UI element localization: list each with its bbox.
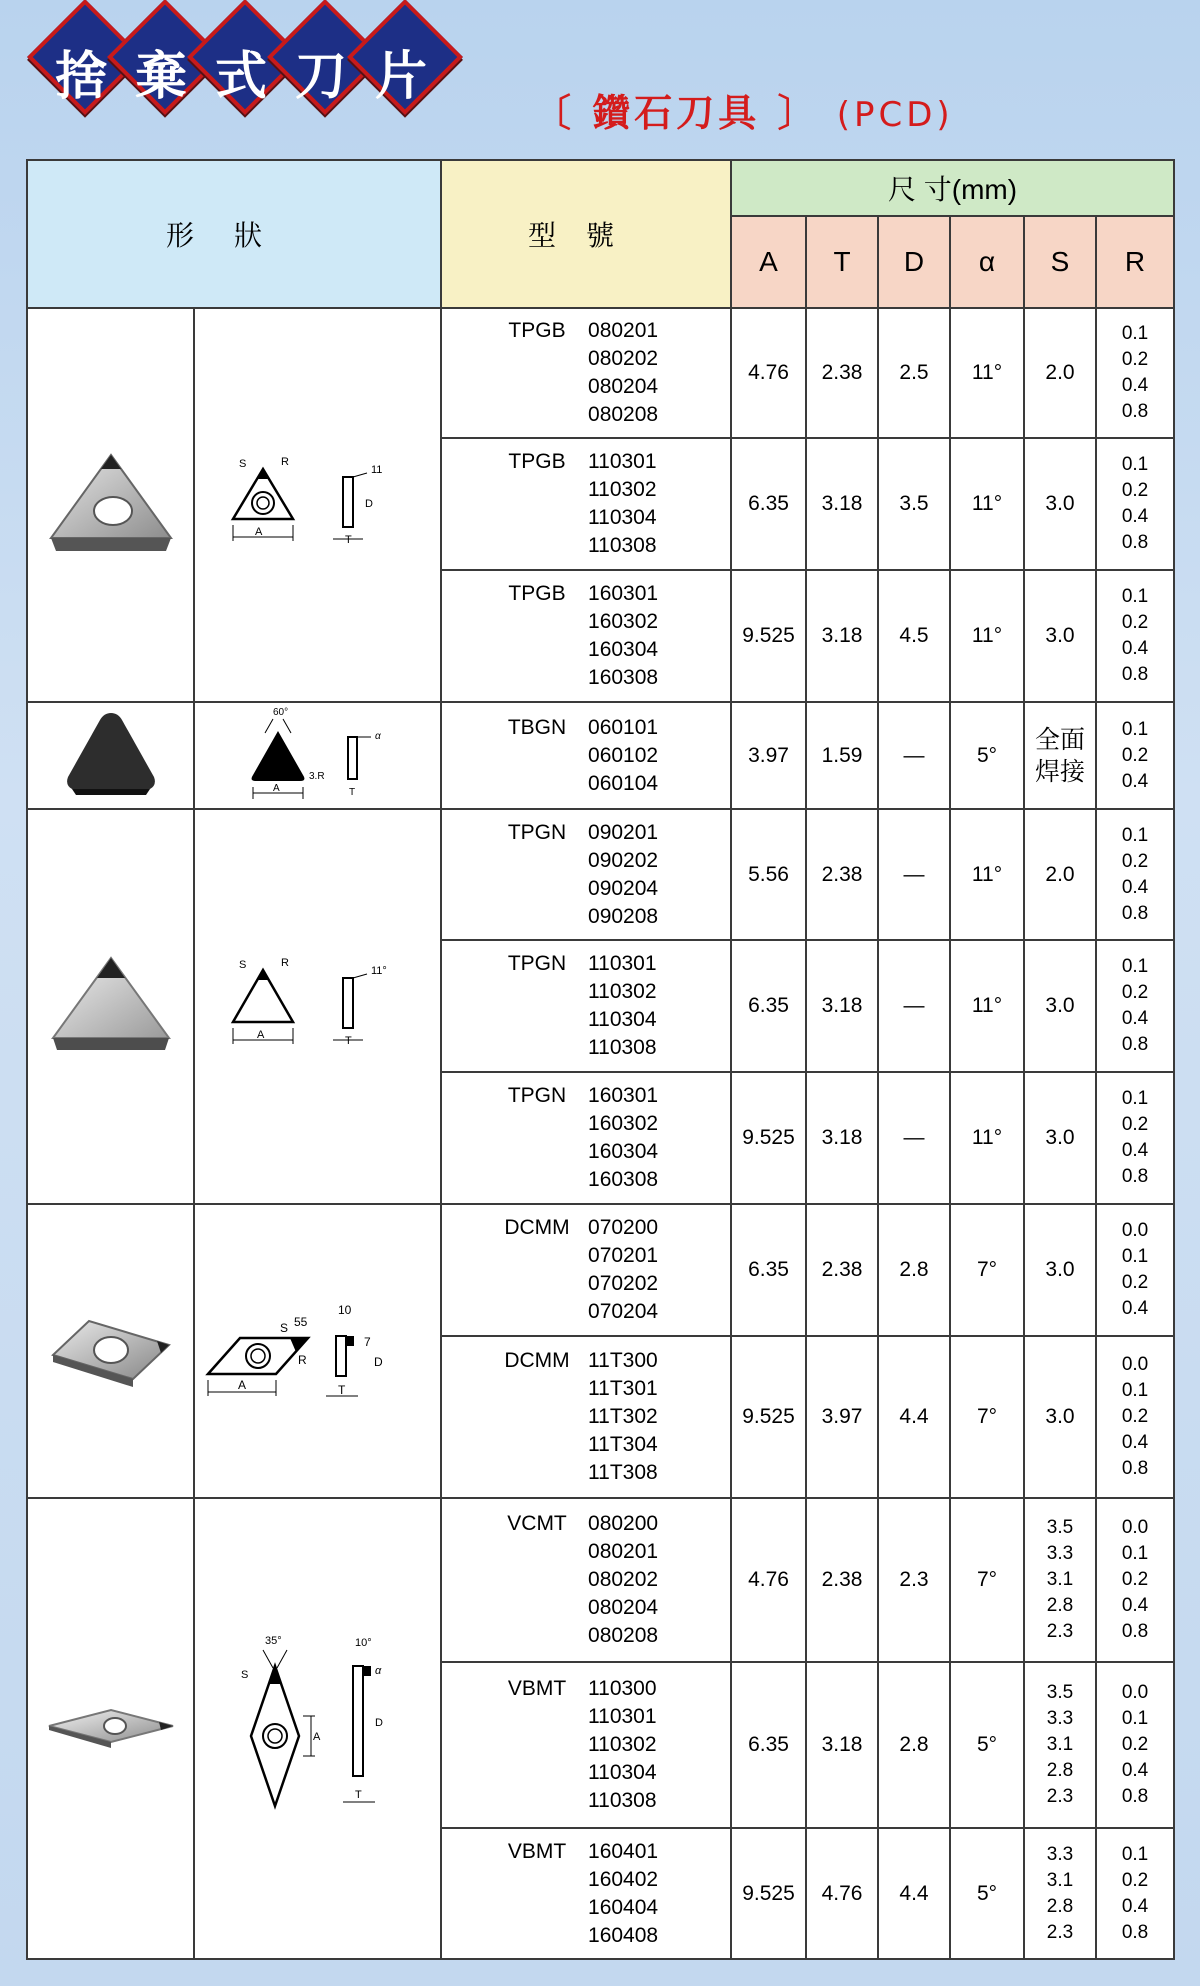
model-code: 110301 bbox=[588, 1705, 657, 1728]
model-prefix: DCMM bbox=[504, 1349, 570, 1372]
value-alpha: 11° bbox=[950, 940, 1024, 1072]
s-value: 3.5 bbox=[1046, 1682, 1074, 1703]
model-code: 070201 bbox=[588, 1244, 659, 1267]
value-a: 6.35 bbox=[731, 1662, 806, 1828]
value-a: 9.525 bbox=[731, 1336, 806, 1498]
model-prefix: VBMT bbox=[507, 1677, 567, 1700]
subtitle-code: (PCD) bbox=[836, 95, 954, 135]
r-value: 0.4 bbox=[1121, 1595, 1149, 1616]
s-value: 3.5 bbox=[1046, 1517, 1074, 1538]
r-value: 0.2 bbox=[1121, 1272, 1149, 1293]
insert-photo-tbgn bbox=[27, 702, 194, 809]
model-code: 070204 bbox=[588, 1300, 659, 1323]
s-value: 2.3 bbox=[1046, 1921, 1074, 1943]
model-cell bbox=[441, 809, 731, 940]
model-prefix: TBGN bbox=[507, 715, 567, 739]
table-row bbox=[27, 308, 1174, 438]
value-t: 3.18 bbox=[806, 1662, 878, 1828]
triangle-insert-image bbox=[41, 944, 181, 1064]
diagram-label: A bbox=[256, 1029, 264, 1041]
model-code: 110301 bbox=[588, 952, 657, 975]
value-s: 3.0 bbox=[1024, 438, 1096, 570]
model-cell bbox=[441, 570, 731, 702]
model-code: 11T308 bbox=[588, 1461, 658, 1484]
diagram-label: S bbox=[238, 959, 246, 971]
col-header-d: D bbox=[878, 216, 950, 308]
col-header-alpha: α bbox=[950, 216, 1024, 308]
r-value: 0.1 bbox=[1121, 1088, 1149, 1109]
insert-photo-tpgb bbox=[27, 308, 194, 702]
r-value: 0.1 bbox=[1121, 454, 1149, 475]
value-r bbox=[1096, 438, 1174, 570]
model-code: 110304 bbox=[588, 506, 657, 529]
value-d: 2.5 bbox=[878, 308, 950, 438]
value-a: 4.76 bbox=[731, 308, 806, 438]
value-alpha: 5° bbox=[950, 702, 1024, 809]
r-value: 0.8 bbox=[1121, 1458, 1149, 1479]
value-alpha: 7° bbox=[950, 1204, 1024, 1336]
value-a: 3.97 bbox=[731, 702, 806, 809]
value-t: 3.18 bbox=[806, 1072, 878, 1204]
model-code: 110300 bbox=[588, 1677, 657, 1700]
model-code: 160402 bbox=[588, 1867, 659, 1891]
table-row bbox=[27, 809, 1174, 940]
model-cell bbox=[441, 438, 731, 570]
value-d: 2.8 bbox=[878, 1204, 950, 1336]
r-value: 0.2 bbox=[1121, 349, 1149, 370]
r-value: 0.8 bbox=[1121, 401, 1149, 422]
diagram-label: R bbox=[280, 455, 289, 468]
r-value: 0.2 bbox=[1121, 1734, 1149, 1755]
value-a: 9.525 bbox=[731, 570, 806, 702]
value-d: 4.4 bbox=[878, 1336, 950, 1498]
s-value: 3.1 bbox=[1046, 1869, 1074, 1891]
title-char: 片 bbox=[374, 46, 427, 107]
value-t: 3.97 bbox=[806, 1336, 878, 1498]
r-value: 0.4 bbox=[1121, 1432, 1149, 1453]
r-value: 0.2 bbox=[1121, 1869, 1149, 1891]
value-s: 3.0 bbox=[1024, 1336, 1096, 1498]
value-s: 2.0 bbox=[1024, 809, 1096, 940]
diamond-insert-image bbox=[41, 1299, 181, 1399]
diagram-label: A bbox=[254, 525, 262, 538]
dimension-diagram bbox=[203, 944, 433, 1064]
r-value: 0.2 bbox=[1121, 1114, 1149, 1135]
diagram-label: 3.R bbox=[308, 771, 325, 782]
value-d: 2.3 bbox=[878, 1498, 950, 1662]
value-a: 6.35 bbox=[731, 940, 806, 1072]
value-s: 3.0 bbox=[1024, 1204, 1096, 1336]
value-alpha: 5° bbox=[950, 1828, 1024, 1959]
model-code: 080202 bbox=[588, 1568, 659, 1591]
diagram-label: 35° bbox=[264, 1635, 282, 1647]
r-value: 0.2 bbox=[1121, 480, 1149, 501]
diagram-label: 10° bbox=[354, 1637, 372, 1649]
r-value: 0.4 bbox=[1121, 876, 1149, 898]
diagram-label: 10 bbox=[337, 1302, 351, 1317]
r-value: 0.8 bbox=[1121, 1166, 1149, 1187]
value-alpha: 7° bbox=[950, 1498, 1024, 1662]
model-code: 080200 bbox=[588, 1512, 659, 1535]
diagram-label: 11° bbox=[370, 965, 387, 977]
diagram-label: 11 bbox=[370, 463, 382, 476]
title-char: 棄 bbox=[134, 46, 187, 107]
model-prefix: TPGN bbox=[507, 952, 567, 975]
value-t: 3.18 bbox=[806, 438, 878, 570]
model-prefix: VCMT bbox=[507, 1512, 567, 1535]
model-prefix: TPGN bbox=[507, 820, 567, 844]
s-value: 2.3 bbox=[1046, 1786, 1074, 1807]
r-value: 0.8 bbox=[1121, 664, 1149, 685]
value-r bbox=[1096, 1336, 1174, 1498]
value-alpha: 7° bbox=[950, 1336, 1024, 1498]
diagram-label: A bbox=[237, 1377, 246, 1392]
value-r bbox=[1096, 1828, 1174, 1959]
model-cell bbox=[441, 940, 731, 1072]
model-code: 160308 bbox=[588, 1168, 659, 1191]
model-code: 090208 bbox=[588, 904, 659, 928]
subtitle bbox=[533, 82, 954, 137]
value-t: 1.59 bbox=[806, 702, 878, 809]
model-prefix: VBMT bbox=[507, 1839, 567, 1863]
diagram-label: S bbox=[240, 1669, 248, 1681]
r-value: 0.4 bbox=[1121, 1140, 1149, 1161]
model-cell bbox=[441, 1498, 731, 1662]
value-s bbox=[1024, 1498, 1096, 1662]
insert-photo-dcmm bbox=[27, 1204, 194, 1498]
r-value: 0.2 bbox=[1121, 982, 1149, 1003]
r-value: 0.2 bbox=[1121, 612, 1149, 633]
r-value: 0.0 bbox=[1121, 1220, 1149, 1241]
diagram-label: T bbox=[337, 1382, 345, 1397]
diagram-label: T bbox=[344, 1035, 352, 1047]
value-s: 3.0 bbox=[1024, 570, 1096, 702]
model-code: 160404 bbox=[588, 1895, 659, 1919]
diagram-label: T bbox=[348, 787, 355, 798]
value-s: 3.0 bbox=[1024, 940, 1096, 1072]
s-value: 2.8 bbox=[1046, 1895, 1074, 1917]
value-d: — bbox=[878, 702, 950, 809]
diagram-label: T bbox=[344, 533, 352, 546]
diagram-label: α bbox=[374, 731, 381, 742]
diagram-label: D bbox=[374, 1717, 383, 1729]
model-code: 160301 bbox=[588, 582, 659, 605]
s-value: 2.8 bbox=[1046, 1595, 1074, 1616]
model-cell bbox=[441, 1336, 731, 1498]
dimensions-header: 尺 寸(mm) bbox=[731, 160, 1174, 216]
model-code: 070200 bbox=[588, 1216, 659, 1239]
value-s bbox=[1024, 1828, 1096, 1959]
model-code: 090202 bbox=[588, 848, 659, 872]
value-t: 2.38 bbox=[806, 1498, 878, 1662]
value-r bbox=[1096, 1662, 1174, 1828]
model-code: 110302 bbox=[588, 980, 657, 1003]
value-alpha: 11° bbox=[950, 809, 1024, 940]
diagram-label: D bbox=[373, 1354, 383, 1369]
model-code: 160408 bbox=[588, 1923, 659, 1947]
r-value: 0.4 bbox=[1121, 1895, 1149, 1917]
r-value: 0.8 bbox=[1121, 902, 1149, 924]
dimension-diagram bbox=[203, 443, 433, 563]
model-cell bbox=[441, 702, 731, 809]
r-value: 0.4 bbox=[1121, 1008, 1149, 1029]
r-value: 0.1 bbox=[1121, 956, 1149, 977]
model-code: 11T300 bbox=[588, 1349, 658, 1372]
value-r bbox=[1096, 570, 1174, 702]
model-code: 160401 bbox=[588, 1839, 659, 1863]
s-value: 3.1 bbox=[1046, 1734, 1074, 1755]
r-value: 0.8 bbox=[1121, 1034, 1149, 1055]
diagram-label: R bbox=[280, 957, 289, 969]
r-value: 0.4 bbox=[1121, 638, 1149, 659]
model-code: 070202 bbox=[588, 1272, 659, 1295]
insert-photo-vbmt bbox=[27, 1498, 194, 1959]
value-a: 6.35 bbox=[731, 438, 806, 570]
model-cell bbox=[441, 1828, 731, 1959]
table-row bbox=[27, 702, 1174, 809]
model-code: 110308 bbox=[588, 1789, 657, 1812]
model-code: 160301 bbox=[588, 1084, 659, 1107]
insert-diagram-tbgn bbox=[194, 702, 441, 809]
model-prefix: TPGN bbox=[507, 1084, 567, 1107]
diagram-label: 55 bbox=[293, 1314, 307, 1329]
value-d: — bbox=[878, 809, 950, 940]
value-alpha: 11° bbox=[950, 570, 1024, 702]
r-value: 0.1 bbox=[1121, 718, 1149, 740]
diagram-label: 7 bbox=[363, 1334, 371, 1349]
value-a: 6.35 bbox=[731, 1204, 806, 1336]
r-value: 0.8 bbox=[1121, 1621, 1149, 1642]
diagram-label: T bbox=[354, 1789, 362, 1801]
r-value: 0.4 bbox=[1121, 1298, 1149, 1319]
model-code: 110304 bbox=[588, 1761, 657, 1784]
model-code: 110301 bbox=[588, 450, 657, 473]
value-t: 3.18 bbox=[806, 940, 878, 1072]
r-value: 0.4 bbox=[1121, 1760, 1149, 1781]
model-code: 080208 bbox=[588, 1624, 659, 1647]
model-code: 160308 bbox=[588, 666, 659, 689]
r-value: 0.8 bbox=[1121, 532, 1149, 553]
value-r bbox=[1096, 809, 1174, 940]
model-code: 160304 bbox=[588, 1140, 659, 1163]
insert-diagram-tpgb bbox=[194, 308, 441, 702]
model-prefix: TPGB bbox=[508, 582, 566, 605]
model-code: 060102 bbox=[588, 743, 659, 767]
shape-header: 形狀 bbox=[27, 160, 441, 308]
insert-diagram-vbmt bbox=[194, 1498, 441, 1959]
r-value: 0.1 bbox=[1121, 1708, 1149, 1729]
value-s bbox=[1024, 1662, 1096, 1828]
model-cell bbox=[441, 1072, 731, 1204]
subtitle-main: 〔 鑽石刀具 〕 bbox=[533, 91, 820, 135]
value-r bbox=[1096, 1498, 1174, 1662]
r-value: 0.1 bbox=[1121, 1380, 1149, 1401]
table-row bbox=[27, 1204, 1174, 1336]
model-code: 110304 bbox=[588, 1008, 657, 1031]
model-cell bbox=[441, 1204, 731, 1336]
model-code: 060101 bbox=[588, 715, 659, 739]
dimension-diagram bbox=[203, 1626, 433, 1826]
r-value: 0.2 bbox=[1121, 1569, 1149, 1590]
r-value: 0.1 bbox=[1121, 586, 1149, 607]
model-code: 110302 bbox=[588, 478, 657, 501]
insert-photo-tpgn bbox=[27, 809, 194, 1204]
model-code: 090204 bbox=[588, 876, 659, 900]
model-code: 080202 bbox=[588, 347, 659, 370]
value-d: — bbox=[878, 940, 950, 1072]
value-r bbox=[1096, 1072, 1174, 1204]
diagram-label: α bbox=[374, 1665, 381, 1677]
model-code: 080204 bbox=[588, 1596, 659, 1619]
value-r bbox=[1096, 702, 1174, 809]
s-value: 2.8 bbox=[1046, 1760, 1074, 1781]
s-value: 2.3 bbox=[1046, 1621, 1074, 1642]
diagram-label: 60° bbox=[272, 707, 288, 718]
value-r bbox=[1096, 308, 1174, 438]
value-s bbox=[1024, 702, 1096, 809]
r-value: 0.8 bbox=[1121, 1921, 1149, 1943]
value-a: 9.525 bbox=[731, 1828, 806, 1959]
value-t: 2.38 bbox=[806, 809, 878, 940]
value-s: 2.0 bbox=[1024, 308, 1096, 438]
value-t: 2.38 bbox=[806, 1204, 878, 1336]
col-header-s: S bbox=[1024, 216, 1096, 308]
model-code: 160304 bbox=[588, 638, 659, 661]
model-code: 080204 bbox=[588, 375, 659, 398]
model-code: 110302 bbox=[588, 1733, 657, 1756]
value-alpha: 11° bbox=[950, 308, 1024, 438]
value-alpha: 11° bbox=[950, 438, 1024, 570]
diagram-label: S bbox=[238, 457, 246, 470]
model-code: 11T301 bbox=[588, 1377, 658, 1400]
model-header: 型號 bbox=[441, 160, 731, 308]
title-banner bbox=[28, 10, 1178, 135]
r-value: 0.8 bbox=[1121, 1786, 1149, 1807]
value-alpha: 5° bbox=[950, 1662, 1024, 1828]
r-value: 0.1 bbox=[1121, 1843, 1149, 1865]
spec-table bbox=[26, 159, 1175, 1960]
value-d: 4.5 bbox=[878, 570, 950, 702]
model-code: 110308 bbox=[588, 1036, 657, 1059]
value-a: 4.76 bbox=[731, 1498, 806, 1662]
r-value: 0.1 bbox=[1121, 323, 1149, 344]
model-code: 090201 bbox=[588, 820, 659, 844]
title-char: 式 bbox=[214, 46, 267, 107]
s-value: 3.3 bbox=[1046, 1708, 1074, 1729]
r-value: 0.4 bbox=[1121, 770, 1149, 792]
r-value: 0.0 bbox=[1121, 1517, 1149, 1538]
value-alpha: 11° bbox=[950, 1072, 1024, 1204]
r-value: 0.2 bbox=[1121, 744, 1149, 766]
s-value: 3.3 bbox=[1046, 1843, 1074, 1865]
model-cell bbox=[441, 308, 731, 438]
col-header-a: A bbox=[731, 216, 806, 308]
r-value: 0.2 bbox=[1121, 1406, 1149, 1427]
model-code: 11T304 bbox=[588, 1433, 658, 1456]
model-code: 160302 bbox=[588, 1112, 659, 1135]
value-a: 5.56 bbox=[731, 809, 806, 940]
col-header-t: T bbox=[806, 216, 878, 308]
diagram-label: A bbox=[312, 1731, 320, 1743]
r-value: 0.1 bbox=[1121, 824, 1149, 846]
value-a: 9.525 bbox=[731, 1072, 806, 1204]
r-value: 0.2 bbox=[1121, 850, 1149, 872]
black-triangle-insert-image bbox=[56, 705, 166, 801]
r-value: 0.1 bbox=[1121, 1543, 1149, 1564]
triangle-insert-image bbox=[41, 443, 181, 563]
insert-diagram-dcmm bbox=[194, 1204, 441, 1498]
value-d: — bbox=[878, 1072, 950, 1204]
model-code: 110308 bbox=[588, 534, 657, 557]
model-code: 080201 bbox=[588, 319, 659, 342]
model-code: 080201 bbox=[588, 1540, 659, 1563]
s-value: 3.3 bbox=[1046, 1543, 1074, 1564]
title-char: 捨 bbox=[54, 46, 107, 107]
value-d: 4.4 bbox=[878, 1828, 950, 1959]
value-t: 2.38 bbox=[806, 308, 878, 438]
model-code: 160302 bbox=[588, 610, 659, 633]
insert-diagram-tpgn bbox=[194, 809, 441, 1204]
model-code: 11T302 bbox=[588, 1405, 658, 1428]
value-t: 4.76 bbox=[806, 1828, 878, 1959]
s-value: 全面 bbox=[1035, 725, 1086, 754]
s-value: 3.1 bbox=[1046, 1569, 1074, 1590]
diagram-label: D bbox=[364, 497, 373, 510]
r-value: 0.1 bbox=[1121, 1246, 1149, 1267]
diagram-label: R bbox=[297, 1352, 307, 1367]
col-header-r: R bbox=[1096, 216, 1174, 308]
model-prefix: DCMM bbox=[504, 1216, 570, 1239]
diagram-label: S bbox=[279, 1320, 288, 1335]
dimension-diagram bbox=[203, 703, 433, 803]
model-code: 060104 bbox=[588, 771, 659, 795]
model-code: 080208 bbox=[588, 403, 659, 426]
r-value: 0.0 bbox=[1121, 1354, 1149, 1375]
value-r bbox=[1096, 1204, 1174, 1336]
diagram-label: A bbox=[272, 783, 280, 794]
value-t: 3.18 bbox=[806, 570, 878, 702]
model-cell bbox=[441, 1662, 731, 1828]
r-value: 0.4 bbox=[1121, 375, 1149, 396]
diamond-35-insert-image bbox=[41, 1686, 181, 1766]
value-d: 3.5 bbox=[878, 438, 950, 570]
value-d: 2.8 bbox=[878, 1662, 950, 1828]
model-prefix: TPGB bbox=[508, 450, 566, 473]
table-row bbox=[27, 1498, 1174, 1662]
r-value: 0.4 bbox=[1121, 506, 1149, 527]
model-prefix: TPGB bbox=[508, 319, 566, 342]
title-char: 刀 bbox=[294, 46, 347, 107]
dimension-diagram bbox=[198, 1274, 438, 1424]
value-r bbox=[1096, 940, 1174, 1072]
value-s: 3.0 bbox=[1024, 1072, 1096, 1204]
s-value: 焊接 bbox=[1035, 757, 1086, 786]
r-value: 0.0 bbox=[1121, 1682, 1149, 1703]
